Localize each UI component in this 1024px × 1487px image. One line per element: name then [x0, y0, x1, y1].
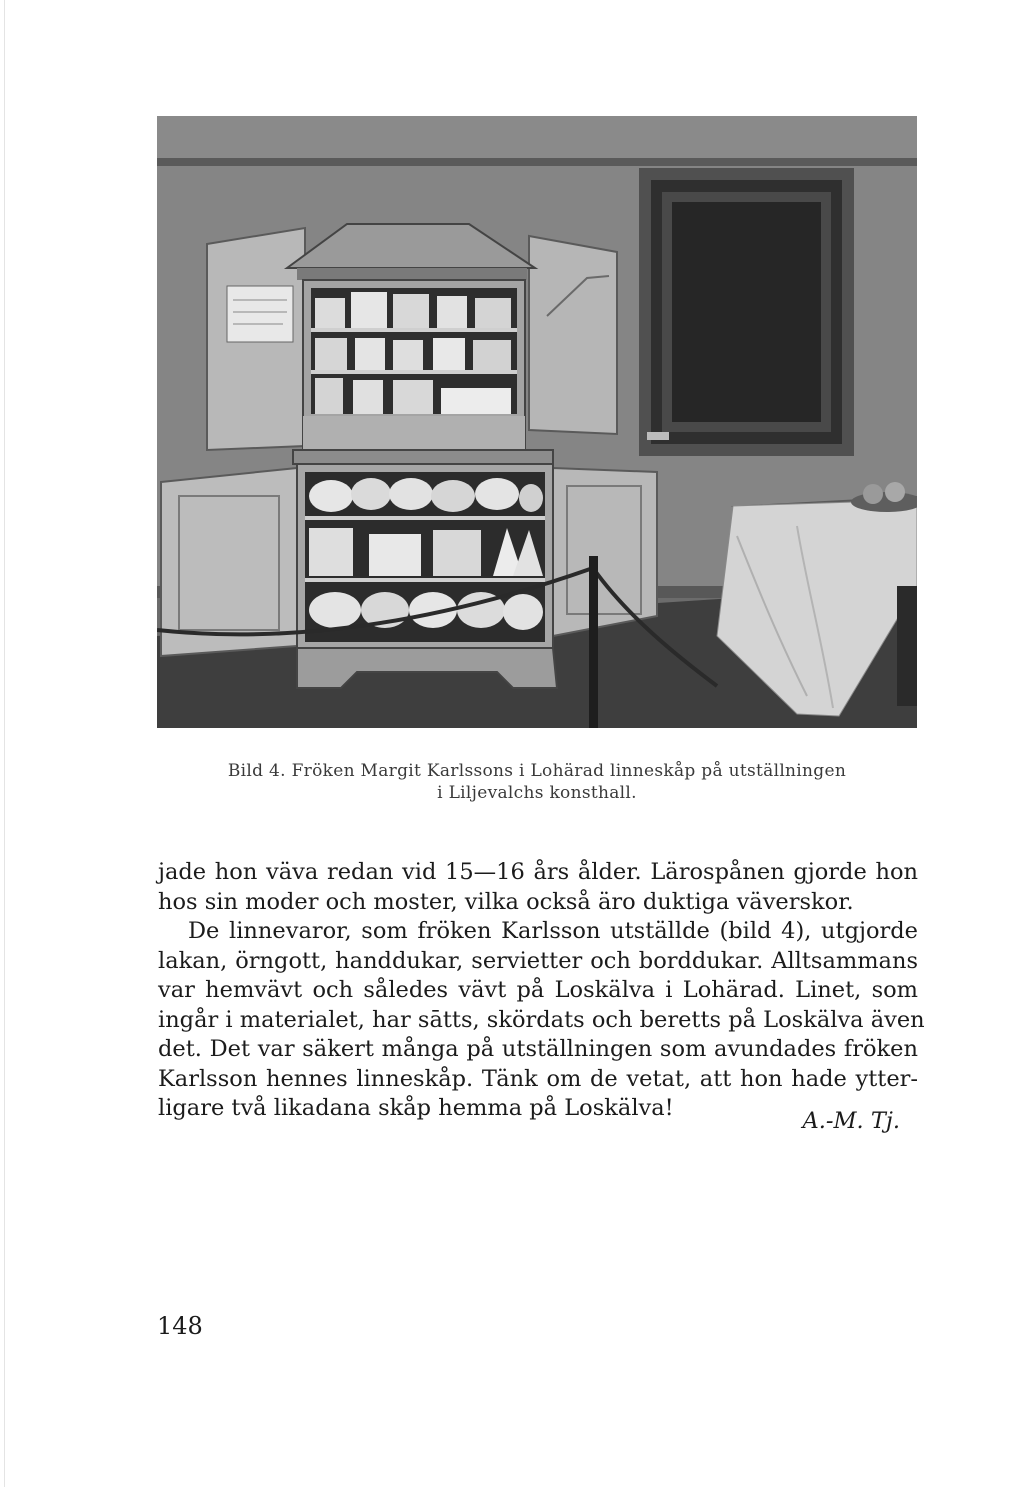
- linen-cabinet-photo: [157, 116, 917, 728]
- caption-line-2: i Liljevalchs konsthall.: [437, 783, 637, 803]
- text-line: lakan, örngott, handdukar, servietter och borddukar. Alltsammans: [158, 947, 918, 974]
- page-number: 148: [157, 1312, 203, 1340]
- figure-caption: [150, 760, 924, 804]
- caption-line-1: Bild 4. Fröken Margit Karlssons i Lohärad linneskåp på utställningen: [227, 761, 847, 781]
- text-line: Karlsson hennes linneskåp. Tänk om de vetat, att hon hade ytter-: [158, 1065, 918, 1092]
- text-line: ligare två likadana skåp hemma på Loskälva!: [158, 1095, 674, 1121]
- text-line: ingår i materialet, har sātts, skördats och beretts på Loskälva även: [158, 1006, 925, 1033]
- text-line: det. Det var säkert många på utställningen som avundades fröken: [158, 1036, 918, 1062]
- author-signature: A.-M. Tj.: [802, 1108, 900, 1134]
- text-line: hos sin moder och moster, vilka också äro duktiga väverskor.: [158, 888, 854, 915]
- page-edge: [4, 0, 5, 1487]
- figure-photo: [157, 116, 917, 728]
- text-line: var hemvävt och således vävt på Loskälva i Lohärad. Linet, som: [158, 977, 918, 1003]
- body-text: [158, 858, 925, 1124]
- text-line: De linnevaror, som fröken Karlsson utställde (bild 4), utgjorde: [188, 918, 918, 944]
- text-line: jade hon väva redan vid 15—16 års ålder. Lärospånen gjorde hon: [158, 859, 918, 885]
